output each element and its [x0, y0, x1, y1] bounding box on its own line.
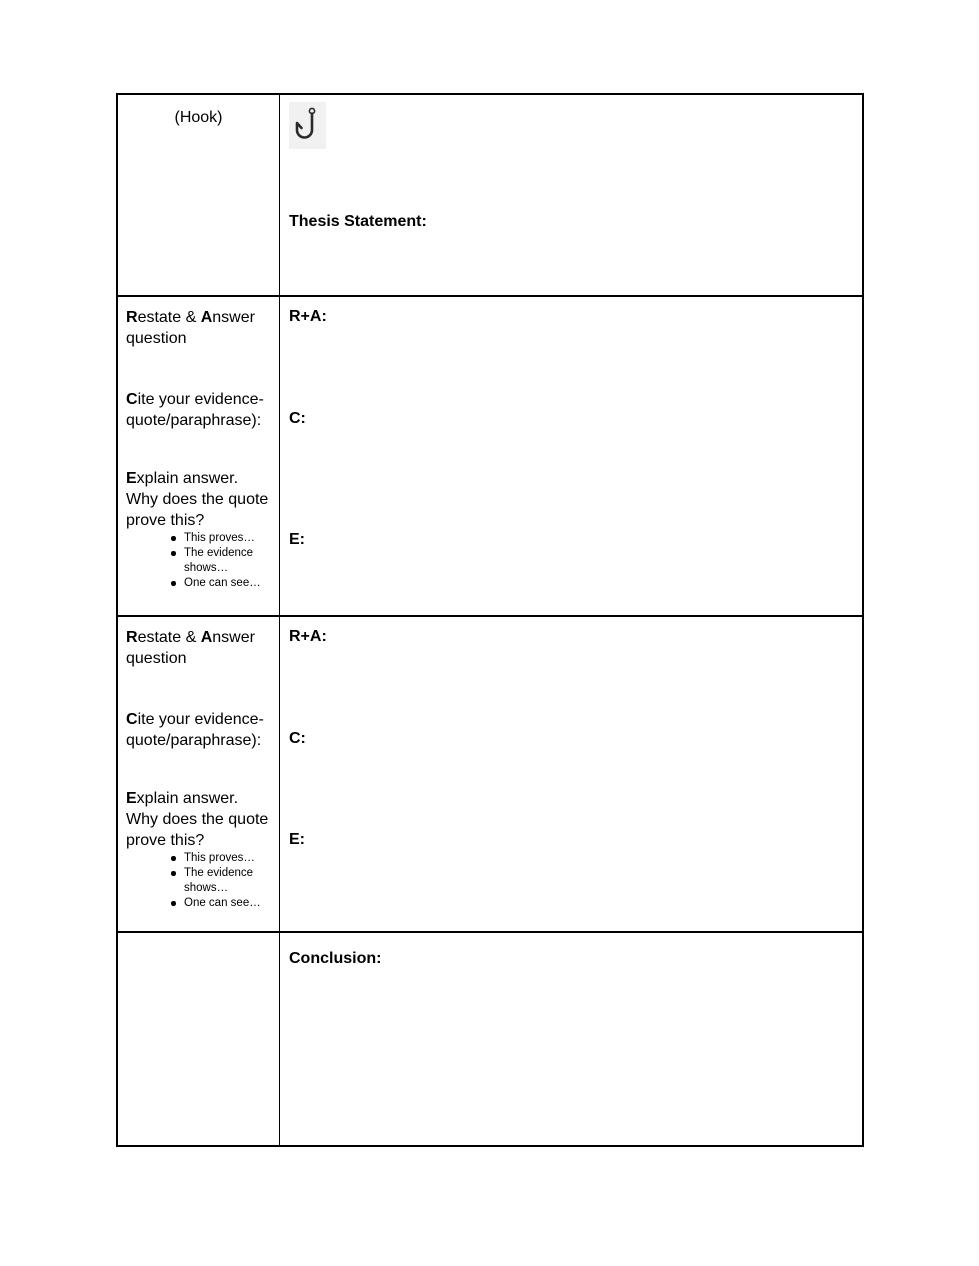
list-item: The evidence shows… [171, 866, 271, 896]
sentence-starter-list [126, 531, 271, 591]
explain-bold-letter: E [126, 790, 137, 807]
list-item: One can see… [171, 576, 271, 591]
conclusion-left-cell[interactable] [118, 933, 280, 1145]
hook-label: (Hook) [174, 109, 223, 126]
fishhook-icon [289, 102, 326, 149]
explain-instruction [126, 468, 271, 531]
thesis-cell[interactable] [280, 95, 862, 297]
explain-instruction [126, 788, 271, 851]
answer-text: nswer question [126, 309, 255, 347]
cite-text: ite your evidence-quote/paraphrase): [126, 711, 264, 749]
cite-bold-letter: C [126, 711, 138, 728]
explain-bold-letter: E [126, 470, 137, 487]
race-answer-cell-1[interactable] [280, 297, 862, 617]
explain-text: xplain answer. Why does the quote prove this? [126, 470, 269, 529]
answer-bold-letter: A [200, 629, 213, 646]
race-instructions-cell-1[interactable] [118, 297, 280, 617]
restate-answer-label: R+A: [289, 628, 327, 645]
list-item: One can see… [171, 896, 271, 911]
restate-answer-instruction [126, 627, 271, 669]
cite-text: ite your evidence-quote/paraphrase): [126, 391, 264, 429]
cite-instruction [126, 389, 271, 431]
race-answer-cell-2[interactable] [280, 617, 862, 933]
cite-instruction [126, 709, 271, 751]
list-item: The evidence shows… [171, 546, 271, 576]
restate-bold-letter: R [126, 309, 138, 326]
restate-text: estate & [137, 309, 201, 326]
restate-bold-letter: R [126, 629, 138, 646]
explain-text: xplain answer. Why does the quote prove this? [126, 790, 269, 849]
race-worksheet-table [116, 93, 864, 1147]
cite-label: C: [289, 410, 306, 427]
sentence-starter-list [126, 851, 271, 911]
list-item: This proves… [171, 531, 271, 546]
cite-bold-letter: C [126, 391, 138, 408]
hook-label-cell[interactable] [118, 95, 280, 297]
answer-text: nswer question [126, 629, 255, 667]
conclusion-cell[interactable] [280, 933, 862, 1145]
race-instructions-cell-2[interactable] [118, 617, 280, 933]
cite-label: C: [289, 730, 306, 747]
thesis-statement-label: Thesis Statement: [289, 213, 427, 230]
restate-answer-label: R+A: [289, 308, 327, 325]
conclusion-label: Conclusion: [289, 950, 382, 967]
answer-bold-letter: A [200, 309, 213, 326]
restate-answer-instruction [126, 307, 271, 349]
explain-label: E: [289, 831, 305, 848]
list-item: This proves… [171, 851, 271, 866]
explain-label: E: [289, 531, 305, 548]
restate-text: estate & [137, 629, 201, 646]
